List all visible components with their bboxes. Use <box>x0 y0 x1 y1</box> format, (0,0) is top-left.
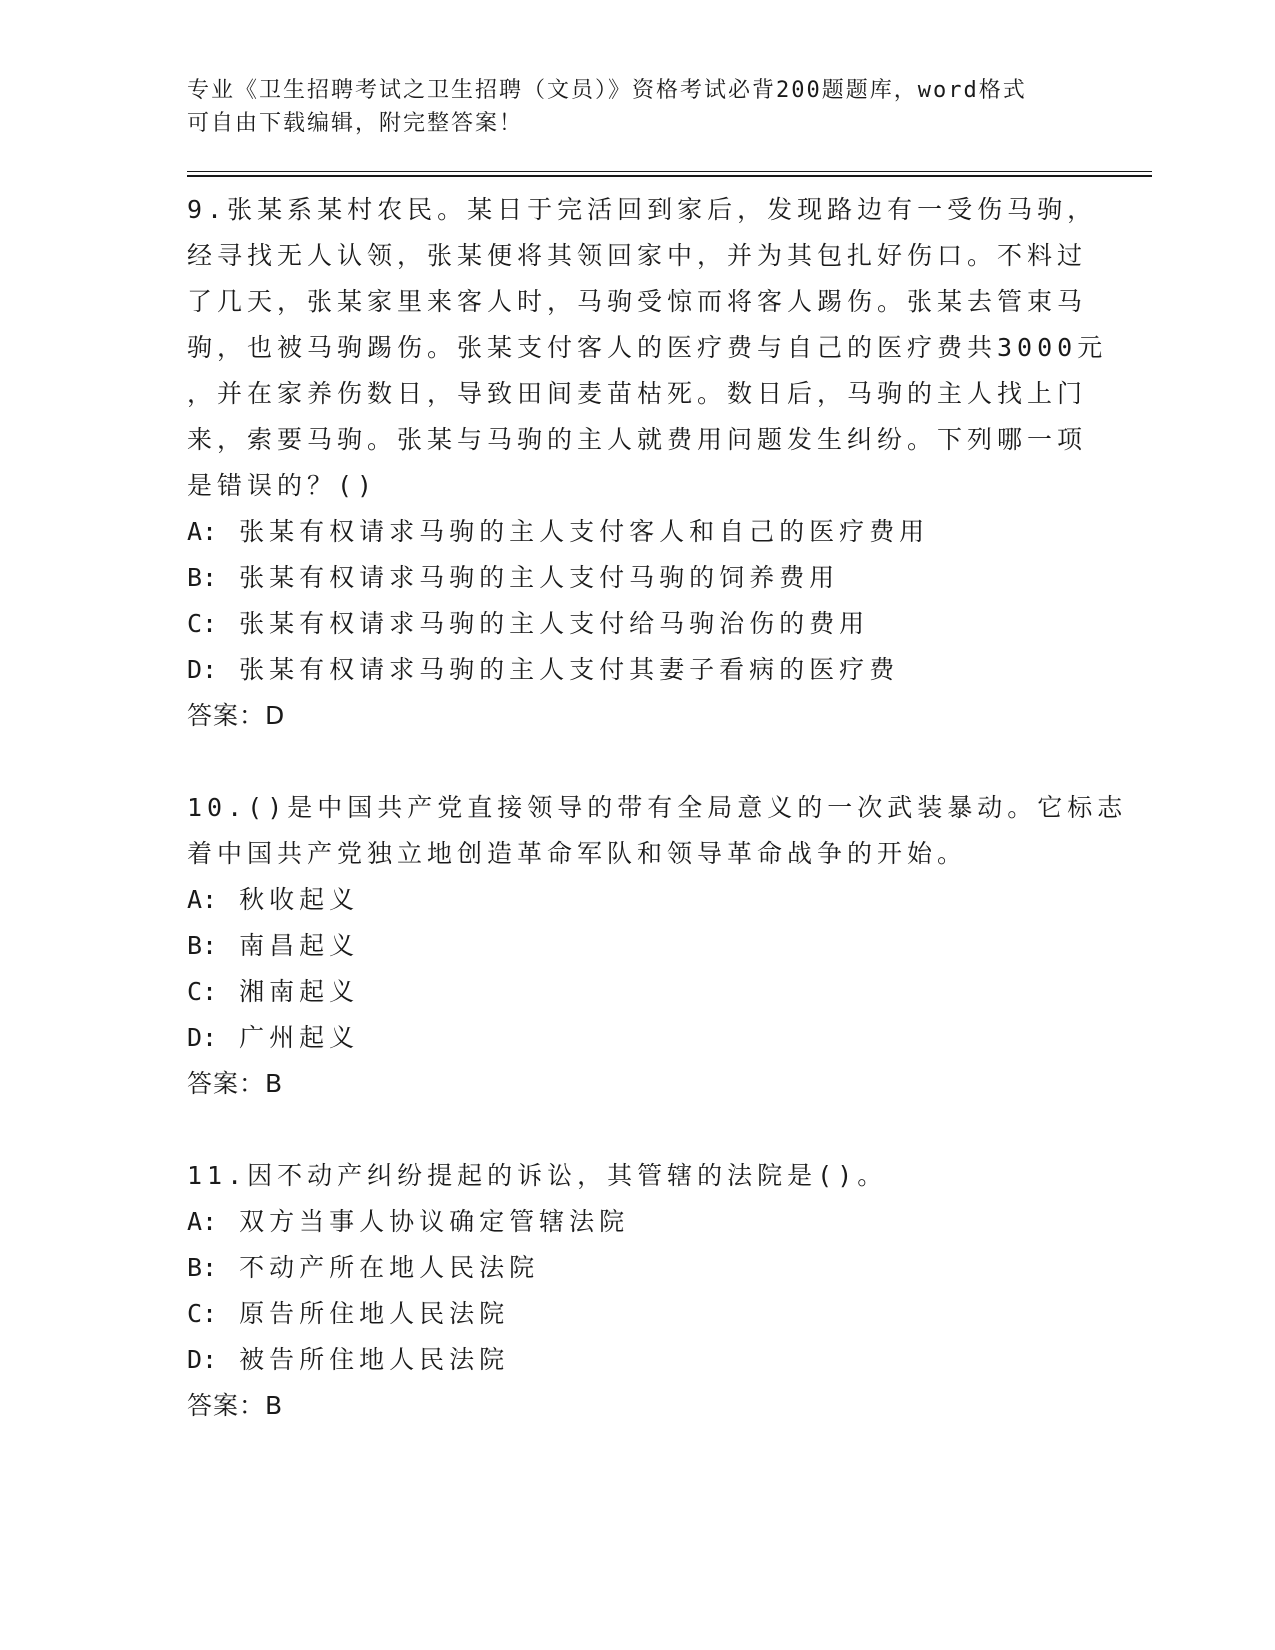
option-letter: C: <box>187 1299 218 1328</box>
option-text: 广州起义 <box>239 1023 360 1052</box>
option-d <box>187 1337 1087 1383</box>
option-a <box>187 1199 1087 1245</box>
option-text: 张某有权请求马驹的主人支付客人和自己的医疗费用 <box>239 517 930 546</box>
answer-line: 答案：B <box>187 1069 284 1098</box>
question-text-line: 11.因不动产纠纷提起的诉讼，其管辖的法院是()。 <box>187 1161 888 1190</box>
option-letter: B: <box>187 931 218 960</box>
option-letter: C: <box>187 977 218 1006</box>
option-a <box>187 877 1087 923</box>
question-text-line: 着中国共产党独立地创造革命军队和领导革命战争的开始。 <box>187 839 968 868</box>
question-text-line: ，并在家养伤数日，导致田间麦苗枯死。数日后，马驹的主人找上门 <box>187 379 1088 408</box>
question-text-line: 是错误的？() <box>187 471 378 500</box>
option-a <box>187 509 1087 555</box>
option-letter: D: <box>187 1023 218 1052</box>
header-divider-thick <box>187 175 1152 177</box>
option-letter: D: <box>187 655 218 684</box>
question-text-line: 驹，也被马驹踢伤。张某支付客人的医疗费与自己的医疗费共3000元 <box>187 333 1108 362</box>
option-letter: A: <box>187 1207 218 1236</box>
answer-line: 答案：D <box>187 701 286 730</box>
option-letter: C: <box>187 609 218 638</box>
option-letter: B: <box>187 1253 218 1282</box>
option-letter: B: <box>187 563 218 592</box>
question-list <box>187 187 1128 1429</box>
option-text: 原告所住地人民法院 <box>239 1299 510 1328</box>
option-text: 双方当事人协议确定管辖法院 <box>239 1207 630 1236</box>
option-b <box>187 555 1087 601</box>
option-text: 湘南起义 <box>239 977 360 1006</box>
question-text-line: 了几天，张某家里来客人时，马驹受惊而将客人踢伤。张某去管束马 <box>187 287 1088 316</box>
option-text: 秋收起义 <box>239 885 360 914</box>
header-line-1: 专业《卫生招聘考试之卫生招聘（文员）》资格考试必背200题题库，word格式 <box>187 78 1027 103</box>
option-b <box>187 923 1087 969</box>
option-text: 张某有权请求马驹的主人支付其妻子看病的医疗费 <box>239 655 900 684</box>
option-b <box>187 1245 1087 1291</box>
question-text-line: 经寻找无人认领，张某便将其领回家中，并为其包扎好伤口。不料过 <box>187 241 1088 270</box>
option-text: 不动产所在地人民法院 <box>239 1253 540 1282</box>
option-d <box>187 1015 1087 1061</box>
option-letter: A: <box>187 517 218 546</box>
option-text: 被告所住地人民法院 <box>239 1345 510 1374</box>
option-letter: A: <box>187 885 218 914</box>
option-c <box>187 601 1087 647</box>
option-text: 南昌起义 <box>239 931 360 960</box>
question-text-line: 来，索要马驹。张某与马驹的主人就费用问题发生纠纷。下列哪一项 <box>187 425 1088 454</box>
document-header <box>187 74 1067 140</box>
option-letter: D: <box>187 1345 218 1374</box>
option-text: 张某有权请求马驹的主人支付给马驹治伤的费用 <box>239 609 870 638</box>
option-c <box>187 969 1087 1015</box>
option-d <box>187 647 1087 693</box>
question-10 <box>187 785 1128 1107</box>
option-text: 张某有权请求马驹的主人支付马驹的饲养费用 <box>239 563 840 592</box>
question-9 <box>187 187 1108 739</box>
option-c <box>187 1291 1087 1337</box>
question-text-line: 10.()是中国共产党直接领导的带有全局意义的一次武装暴动。它标志 <box>187 793 1128 822</box>
answer-line: 答案：B <box>187 1391 284 1420</box>
header-divider-thin <box>187 171 1152 172</box>
question-11 <box>187 1153 1087 1429</box>
question-text-line: 9.张某系某村农民。某日于完活回到家后，发现路边有一受伤马驹， <box>187 195 1098 224</box>
header-line-2: 可自由下载编辑，附完整答案！ <box>187 111 524 136</box>
